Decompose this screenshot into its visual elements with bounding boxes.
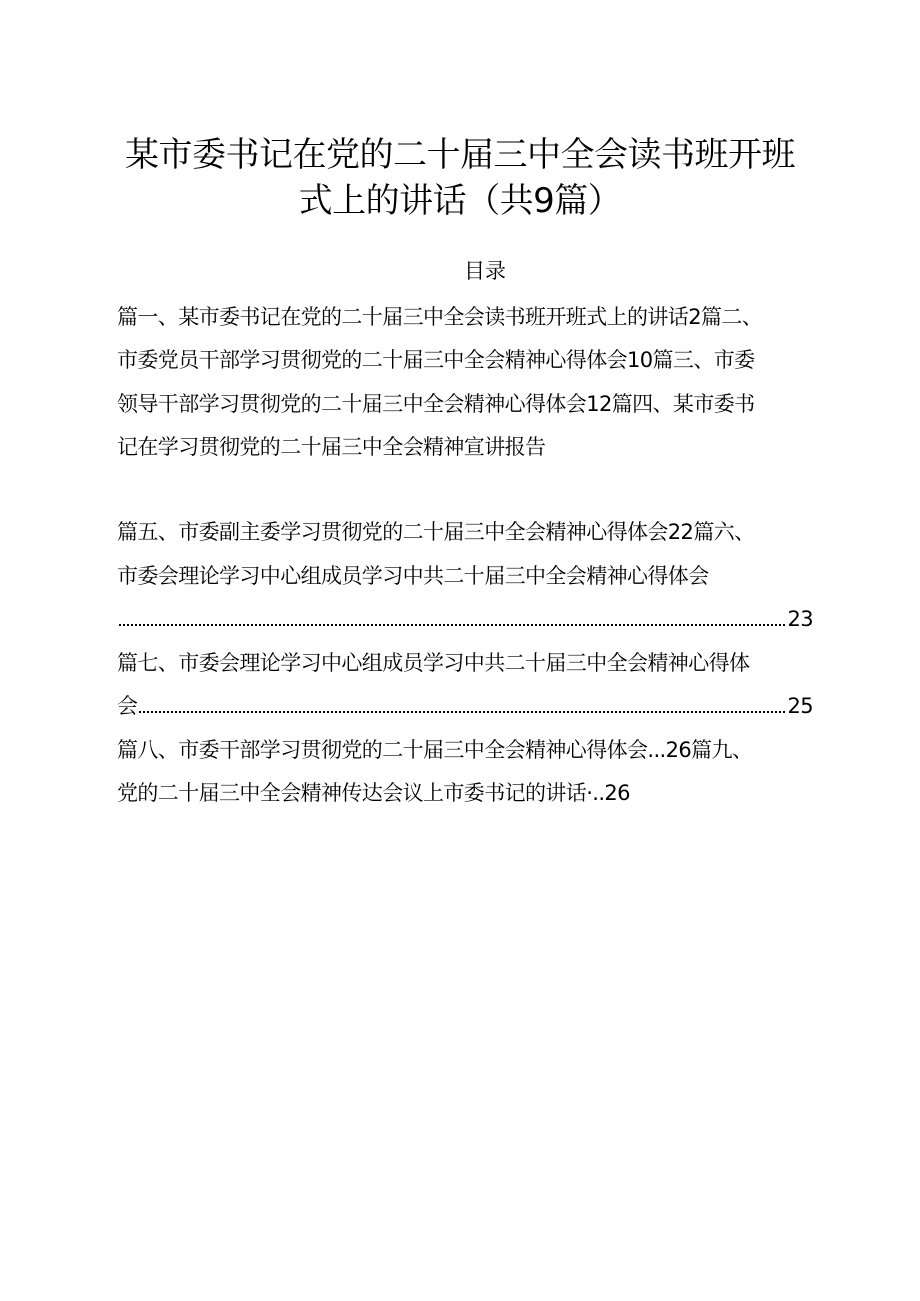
toc-line-lead: 会 xyxy=(117,694,138,718)
toc-line: 市委会理论学习中心组成员学习中共二十届三中全会精神心得体会 xyxy=(117,564,709,588)
toc-line: 市委党员干部学习贯彻党的二十届三中全会精神心得体会10篇三、市委 xyxy=(117,348,755,372)
toc-page-number: 23 xyxy=(787,607,813,631)
dot-leader xyxy=(119,624,785,626)
toc-line: 篇五、市委副主委学习贯彻党的二十届三中全会精神心得体会22篇六、 xyxy=(117,520,755,544)
toc-leader-line xyxy=(117,689,843,723)
toc-leader-line xyxy=(117,602,843,636)
toc-line: 记在学习贯彻党的二十届三中全会精神宣讲报告 xyxy=(117,435,546,459)
document-title-line-2: 式上的讲话（共9篇） xyxy=(298,181,622,221)
toc-line: 党的二十届三中全会精神传达会议上市委书记的讲话·..26 xyxy=(117,781,630,805)
toc-line: 领导干部学习贯彻党的二十届三中全会精神心得体会12篇四、某市委书 xyxy=(117,392,755,416)
toc-line: 篇八、市委干部学习贯彻党的二十届三中全会精神心得体会...26篇九、 xyxy=(117,738,753,762)
dot-leader xyxy=(139,711,785,713)
toc-line: 篇七、市委会理论学习中心组成员学习中共二十届三中全会精神心得体 xyxy=(117,651,750,675)
document-title-line-1: 某市委书记在党的二十届三中全会读书班开班 xyxy=(125,135,795,175)
toc-heading: 目录 xyxy=(464,259,506,283)
toc-page-number: 25 xyxy=(787,694,813,718)
toc-line: 篇一、某市委书记在党的二十届三中全会读书班开班式上的讲话2篇二、 xyxy=(117,305,763,329)
